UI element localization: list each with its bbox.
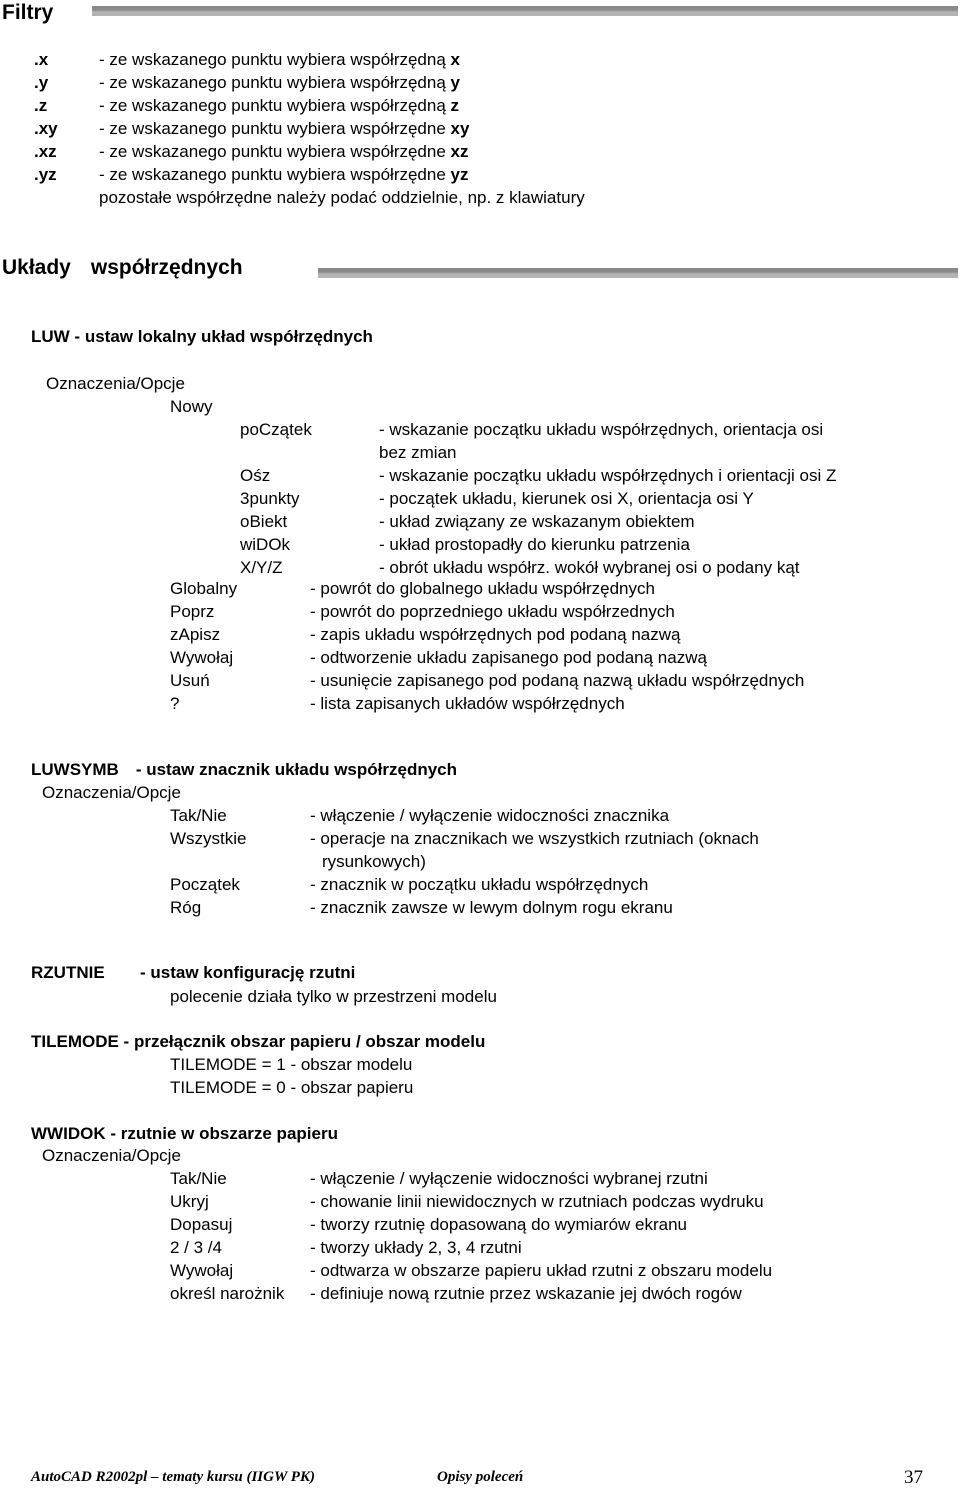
- luw-suboption: 3punkty: [240, 489, 300, 508]
- luw-option-description: - zapis układu współrzędnych pod podaną nazwą: [310, 625, 681, 644]
- filter-axis: y: [450, 73, 460, 92]
- section-title-filtry: Filtry: [2, 1, 54, 24]
- luw-suboption-description: - wskazanie początku układu współrzędnych, orientacja osi: [379, 420, 824, 439]
- wwidok-option: Tak/Nie: [170, 1169, 227, 1188]
- luw-options-label: Oznaczenia/Opcje: [46, 374, 185, 393]
- section-title-uklady: [2, 255, 243, 281]
- tilemode-line: TILEMODE = 1 - obszar modelu: [170, 1055, 413, 1074]
- filter-code: .x: [34, 50, 49, 69]
- filter-axis: yz: [450, 165, 469, 184]
- wwidok-option: Dopasuj: [170, 1215, 233, 1234]
- luw-suboption-description: bez zmian: [379, 443, 457, 462]
- luw-option: ?: [170, 694, 180, 713]
- luwsymb-option-description: rysunkowych): [322, 852, 426, 871]
- luw-suboption-description: - początek układu, kierunek osi X, orientacja osi Y: [379, 489, 754, 508]
- luw-suboption-description: - obrót układu współrz. wokół wybranej osi o podany kąt: [379, 558, 800, 577]
- luw-suboption-description: - układ związany ze wskazanym obiektem: [379, 512, 695, 531]
- luwsymb-option: Wszystkie: [170, 829, 247, 848]
- filter-code: .yz: [34, 165, 57, 184]
- wwidok-option: Ukryj: [170, 1192, 209, 1211]
- luw-option: zApisz: [170, 625, 221, 644]
- wwidok-options-label: Oznaczenia/Opcje: [42, 1146, 181, 1165]
- filter-description: [99, 96, 459, 116]
- wwidok-option: 2 / 3 /4: [170, 1238, 222, 1257]
- wwidok-option-description: - odtwarza w obszarze papieru układ rzutni z obszaru modelu: [310, 1261, 773, 1280]
- section-divider: [92, 6, 958, 16]
- filter-description: [99, 50, 460, 70]
- luw-option: Wywołaj: [170, 648, 234, 667]
- filter-description: [99, 119, 469, 139]
- luwsymb-options-label: Oznaczenia/Opcje: [42, 783, 181, 802]
- filter-description: [99, 73, 460, 93]
- luw-option-nowy: Nowy: [170, 397, 213, 416]
- luwsymb-option: Tak/Nie: [170, 806, 227, 825]
- filter-description-text: - ze wskazanego punktu wybiera współrzędne: [99, 165, 451, 184]
- luw-option-description: - usunięcie zapisanego pod podaną nazwą układu współrzędnych: [310, 671, 805, 690]
- filter-axis: xy: [450, 119, 470, 138]
- luw-suboption: Ośz: [240, 466, 271, 485]
- rzutnie-note: polecenie działa tylko w przestrzeni modelu: [170, 987, 497, 1006]
- wwidok-option-description: - tworzy rzutnię dopasowaną do wymiarów ekranu: [310, 1215, 688, 1234]
- filter-code: .xz: [34, 142, 57, 161]
- luw-option-description: - powrót do globalnego układu współrzędnych: [310, 579, 655, 598]
- rzutnie-description: - ustaw konfigurację rzutni: [140, 963, 356, 982]
- command-description: - ustaw znacznik układu współrzędnych: [135, 760, 458, 779]
- filter-axis: xz: [450, 142, 469, 161]
- luwsymb-option-description: - znacznik zawsze w lewym dolnym rogu ekranu: [310, 898, 673, 917]
- luw-heading: LUW - ustaw lokalny układ współrzędnych: [31, 327, 373, 346]
- footer-course-title: AutoCAD R2002pl – tematy kursu (IIGW PK): [31, 1469, 315, 1485]
- luw-option-description: - powrót do poprzedniego układu współrzednych: [310, 602, 675, 621]
- wwidok-heading: WWIDOK - rzutnie w obszarze papieru: [31, 1124, 338, 1143]
- luw-option: Usuń: [170, 671, 210, 690]
- wwidok-option: określ narożnik: [170, 1284, 285, 1303]
- luw-suboption-description: - wskazanie początku układu współrzędnych i orientacji osi Z: [379, 466, 837, 485]
- section-divider: [318, 268, 958, 278]
- filter-axis: x: [450, 50, 460, 69]
- wwidok-option: Wywołaj: [170, 1261, 234, 1280]
- section-title-word: Układy: [2, 256, 71, 279]
- luwsymb-option: Róg: [170, 898, 202, 917]
- footer-section-name: Opisy poleceń: [437, 1469, 524, 1485]
- wwidok-option-description: - definiuje nową rzutnie przez wskazanie jej dwóch rogów: [310, 1284, 742, 1303]
- filter-axis: z: [450, 96, 460, 115]
- rzutnie-code: RZUTNIE: [31, 963, 105, 982]
- luw-option-description: - lista zapisanych układów współrzędnych: [310, 694, 625, 713]
- luw-suboption: wiDOk: [240, 535, 291, 554]
- wwidok-option-description: - chowanie linii niewidocznych w rzutniach podczas wydruku: [310, 1192, 764, 1211]
- filter-code: .y: [34, 73, 49, 92]
- luw-option: Poprz: [170, 602, 215, 621]
- command-code: LUWSYMB: [31, 760, 119, 779]
- wwidok-option-description: - włączenie / wyłączenie widoczności wybranej rzutni: [310, 1169, 708, 1188]
- tilemode-heading: TILEMODE - przełącznik obszar papieru / obszar modelu: [31, 1032, 486, 1051]
- luw-option-description: - odtworzenie układu zapisanego pod podaną nazwą: [310, 648, 707, 667]
- filter-description-text: - ze wskazanego punktu wybiera współrzędną: [99, 50, 451, 69]
- filter-description: [99, 165, 469, 185]
- filter-description-text: - ze wskazanego punktu wybiera współrzędne: [99, 119, 451, 138]
- luw-suboption-description: - układ prostopadły do kierunku patrzenia: [379, 535, 690, 554]
- luwsymb-heading: [31, 760, 457, 780]
- luw-option: Globalny: [170, 579, 238, 598]
- luw-suboption: X/Y/Z: [240, 558, 283, 577]
- luwsymb-option-description: - znacznik w początku układu współrzędnych: [310, 875, 649, 894]
- luwsymb-option-description: - operacje na znacznikach we wszystkich rzutniach (oknach: [310, 829, 759, 848]
- filter-description-text: - ze wskazanego punktu wybiera współrzędną: [99, 73, 451, 92]
- filter-description-text: - ze wskazanego punktu wybiera współrzędną: [99, 96, 451, 115]
- luwsymb-option: Początek: [170, 875, 240, 894]
- filter-note: pozostałe współrzędne należy podać oddzielnie, np. z klawiatury: [99, 188, 585, 207]
- wwidok-option-description: - tworzy układy 2, 3, 4 rzutni: [310, 1238, 522, 1257]
- filter-code: .xy: [34, 119, 58, 138]
- filter-description-text: - ze wskazanego punktu wybiera współrzędne: [99, 142, 451, 161]
- filter-description: [99, 142, 469, 162]
- tilemode-line: TILEMODE = 0 - obszar papieru: [170, 1078, 414, 1097]
- luw-suboption: poCzątek: [240, 420, 312, 439]
- page-number: 37: [904, 1467, 923, 1488]
- section-title-word: współrzędnych: [90, 256, 243, 279]
- luw-suboption: oBiekt: [240, 512, 288, 531]
- filter-code: .z: [34, 96, 48, 115]
- luwsymb-option-description: - włączenie / wyłączenie widoczności znacznika: [310, 806, 670, 825]
